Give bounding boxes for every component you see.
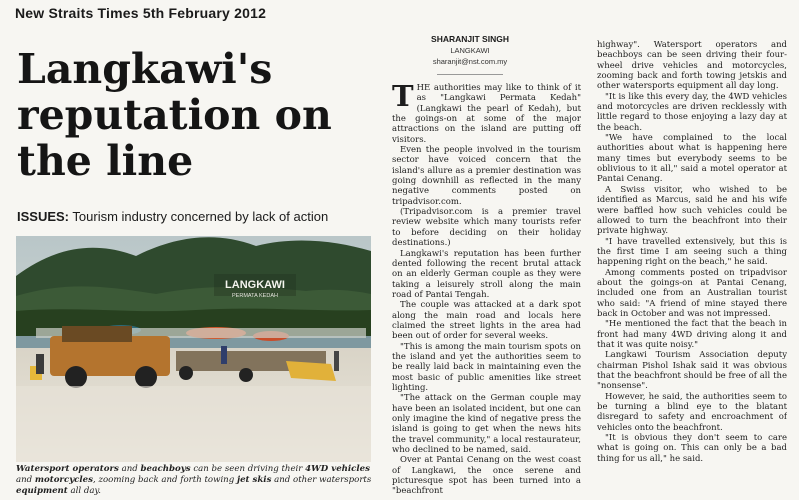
article-paragraph: "We have complained to the local authorities about what is happening here many times but everybody seems to be oblivious to it all," said a motel operator at Pantai Cenang. [597, 133, 787, 185]
article-paragraph [392, 83, 581, 145]
publication-source: New Straits Times 5th February 2012 [15, 5, 267, 21]
article-paragraph: "It is obvious they don't seem to care what is going on. This can only be a bad thing for us all," he said. [597, 433, 787, 464]
caption-run: beachboys [140, 464, 191, 474]
byline-rule [437, 74, 503, 75]
article-paragraph: "He mentioned the fact that the beach in front had many 4WD driving along it and that it was quite noisy." [597, 319, 787, 350]
article-paragraph: "It is like this every day, the 4WD vehicles and motorcycles are driven recklessly with little regard to those enjoying a lazy day at the beach. [597, 91, 787, 133]
article-paragraph: Even the people involved in the tourism sector have voiced concern that the island's allure as a premier destination was going downhill as reflected in the many negative comments posted on tripadvisor.com. [392, 145, 581, 207]
article-paragraph: A Swiss visitor, who wished to be identified as Marcus, said he and his wife were baffled how such vehicles could be allowed to turn the beachfront into their private highway. [597, 184, 787, 237]
drop-cap: T [392, 83, 414, 113]
article-paragraph: "The attack on the German couple may have been an isolated incident, but one can only imagine the kind of negative press the island is going to get when the news hits the travel community," a local restaurateur, who declined to be named, said. [392, 393, 581, 456]
author-name: SHARANJIT SINGH [431, 34, 509, 44]
caption-run: Watersport operators [16, 464, 119, 474]
deck-label: ISSUES: [17, 209, 70, 224]
caption-run: motorcycles [34, 475, 93, 485]
photo-sign-line1: LANGKAWI [225, 279, 285, 291]
article-column-2 [597, 40, 787, 495]
article-paragraph: Langkawi Tourism Association deputy chairman Pishol Ishak said it was obvious that the beachfront should be free of all the "nonsense". [597, 350, 787, 392]
article-paragraph: "I have travelled extensively, but this is the first time I am seeing such a thing happening right on the beach," he said. [597, 236, 787, 268]
author-email: sharanjit@nst.com.my [432, 57, 508, 66]
caption-run: all day. [67, 486, 101, 496]
deck-text: Tourism industry concerned by lack of action [72, 209, 329, 224]
beach-photo [16, 236, 371, 462]
caption-run: jet skis [236, 475, 272, 485]
caption-run: and [118, 464, 141, 474]
article-paragraph: (Tripadvisor.com is a premier travel review website which many tourists refer to before deciding on their holiday destinations.) [392, 207, 581, 249]
photo-sign-line2: PERMATA KEDAH [232, 293, 278, 299]
article-paragraph-text: HE authorities may like to think of it as "Langkawi Permata Kedah" (Langkawi the pearl of Kedah), but the goings-on at some of the major attractions on the island are putting off visitors. [392, 83, 581, 145]
caption-run: and other watersports [271, 475, 372, 485]
article-paragraph: Among comments posted on tripadvisor about the goings-on at Pantai Cenang, included one from an Australian tourist who said: "A friend of mine stayed there back in October and was not impressed. [597, 267, 787, 319]
article-paragraph: "This is among the main tourism spots on the island and yet the authorities seem to be really laid back in maintaining even the most basic of public amenities like street lighting. [392, 341, 581, 393]
caption-run: and [16, 475, 35, 485]
caption-run: , zooming back and forth towing [93, 475, 237, 485]
caption-run: 4WD vehicles [305, 464, 370, 474]
byline [410, 34, 530, 67]
article-paragraph: However, he said, the authorities seem to be turning a blind eye to the blatant disregard to safety and encroachment of vehicles onto the beachfront. [597, 391, 787, 433]
article-paragraph: The couple was attacked at a dark spot along the main road and locals here claimed the street lights in the area had been out of order for several weeks. [392, 300, 581, 342]
caption-run: equipment [16, 486, 68, 496]
article-paragraph: Langkawi's reputation has been further dented following the recent brutal attack on an elderly German couple as they were taking a leisurely stroll along the main road of Pantai Tengah. [392, 248, 581, 300]
dateline: LANGKAWI [450, 46, 490, 55]
headline: Langkawi's reputation on the line [17, 45, 332, 185]
article-paragraph: Over at Pantai Cenang on the west coast of Langkawi, the once serene and picturesque spot has been turned into a "beachfront [392, 455, 581, 495]
article-column-1 [392, 83, 581, 495]
deck [17, 209, 377, 224]
caption-run: can be seen driving their [190, 464, 306, 474]
article-paragraph: highway". Watersport operators and beachboys can be seen driving their four-wheel drive vehicles and motorcycles, zooming back and forth towing jetskis and other watersports equipment all day long. [597, 40, 787, 92]
photo-caption [16, 464, 372, 497]
